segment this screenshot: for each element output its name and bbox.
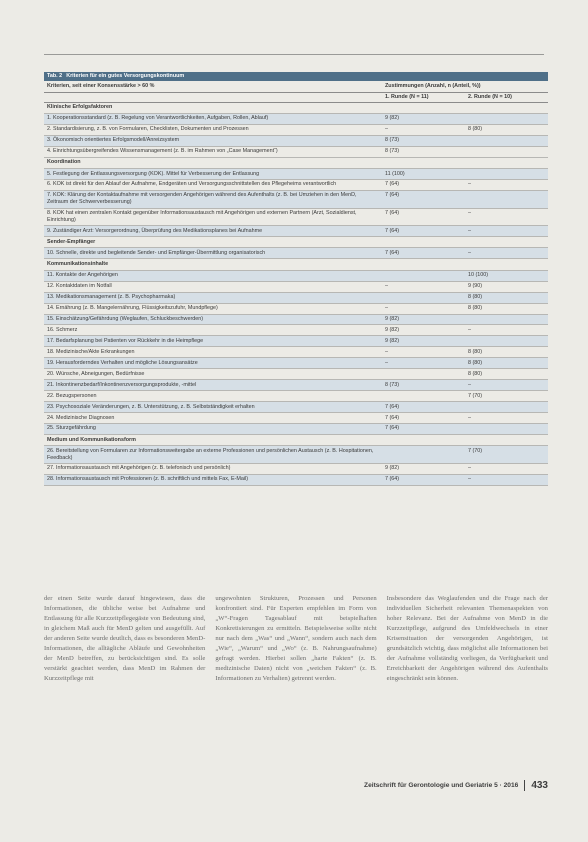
round2-cell: 9 (90) xyxy=(468,283,483,290)
criterion-cell: 24. Medizinische Diagnosen xyxy=(47,414,115,421)
table-row xyxy=(44,282,548,293)
criterion-cell: 5. Festlegung der Entlassungsversorgung (KOK). Mittel für Verbesserung der Entlassung xyxy=(47,170,260,177)
round2-cell: – xyxy=(468,414,471,421)
round2-cell: – xyxy=(468,381,471,388)
round1-cell xyxy=(382,369,465,379)
round2-cell: 8 (80) xyxy=(468,348,483,355)
criterion-cell: 12. Kontaktdaten im Notfall xyxy=(47,283,112,290)
round-header xyxy=(44,93,548,103)
journal-name: Zeitschrift für Gerontologie und Geriatrie 5 · 2016 xyxy=(364,782,519,789)
table-row xyxy=(44,464,548,475)
table-row xyxy=(44,347,548,358)
table-row xyxy=(44,147,548,158)
round2-cell xyxy=(465,424,548,434)
round2-cell: 8 (80) xyxy=(468,294,483,301)
section-heading: Medium und Kommunikationsform xyxy=(44,435,548,446)
round1-cell xyxy=(382,293,465,303)
header-rule xyxy=(44,54,544,55)
round1-cell: 7 (64) xyxy=(385,250,400,257)
round1-cell xyxy=(382,391,465,401)
criterion-cell: 3. Ökonomisch orientiertes Erfolgsmodell/Anreizsystem xyxy=(47,137,180,144)
criterion-cell: 9. Zuständiger Arzt: Versorgerordnung, Überprüfung des Medikationsplanes bei Aufnahme xyxy=(47,227,263,234)
round2-cell xyxy=(465,147,548,157)
table-row xyxy=(44,325,548,336)
round2-cell xyxy=(465,136,548,146)
table-row xyxy=(44,475,548,486)
round1-cell: – xyxy=(385,348,388,355)
round2-cell: – xyxy=(468,327,471,334)
page-number: 433 xyxy=(531,780,548,791)
table-row xyxy=(44,180,548,191)
round1-cell: 9 (82) xyxy=(385,327,400,334)
section-heading: Koordination xyxy=(44,158,548,169)
criteria-header: Kriterien, seit einer Konsensstärke > 60 % xyxy=(47,83,155,89)
criterion-cell: 18. Medizinische/Akte Erkrankungen xyxy=(47,348,135,355)
table-header xyxy=(44,81,548,93)
round2-cell: 8 (80) xyxy=(468,305,483,312)
criterion-cell: 27. Informationsaustausch mit Angehörigen (z. B. telefonisch und persönlich) xyxy=(47,465,231,472)
table-row xyxy=(44,114,548,125)
round1-cell xyxy=(382,271,465,281)
table-row xyxy=(44,293,548,304)
section-heading: Klinische Erfolgsfaktoren xyxy=(44,103,548,114)
criterion-cell: 4. Einrichtungsübergreifendes Wissensmanagement (z. B. im Rahmen von „Case Management“) xyxy=(47,148,278,155)
table-row xyxy=(44,402,548,413)
round1-cell: – xyxy=(385,359,388,366)
round1-cell: 11 (100) xyxy=(385,170,405,177)
criterion-cell: 22. Bezugspersonen xyxy=(47,392,97,399)
round1-cell: 9 (82) xyxy=(385,115,400,122)
table-row xyxy=(44,315,548,326)
round2-cell: – xyxy=(468,181,471,188)
body-text xyxy=(44,594,548,684)
round1-cell xyxy=(382,446,465,463)
criteria-table xyxy=(44,72,548,486)
round2-cell xyxy=(465,315,548,325)
round2-cell: – xyxy=(468,465,471,472)
round1-cell: 7 (64) xyxy=(385,476,400,483)
round1-cell: 8 (73) xyxy=(385,148,400,155)
table-row xyxy=(44,136,548,147)
section-heading: Kommunikationsinhalte xyxy=(44,259,548,270)
round2-cell xyxy=(465,402,548,412)
round2-header: 2. Runde (N = 10) xyxy=(468,93,512,100)
table-row xyxy=(44,424,548,435)
table-row xyxy=(44,358,548,369)
table-row xyxy=(44,209,548,227)
table-row xyxy=(44,369,548,380)
round2-cell: 8 (80) xyxy=(468,370,483,377)
criterion-cell: 21. Inkontinenzbedarf/Inkontinenzversorgungsprodukte, -mittel xyxy=(47,381,197,388)
round1-cell: 8 (73) xyxy=(385,381,400,388)
agreement-header: Zustimmungen (Anzahl, n (Anteil, %)) xyxy=(385,83,481,89)
round1-cell: 7 (64) xyxy=(385,403,400,410)
round2-cell xyxy=(465,114,548,124)
criterion-cell: 11. Kontakte der Angehörigen xyxy=(47,272,118,279)
body-column-2: ungewohnten Strukturen, Prozessen und Personen konfrontiert sind. Für Experten empfehlen im Form von „W“-Fragen Tagesablauf mit beispielhaften Konkretisierungen zu ermitteln. Beispielsweise sollte nicht nur nach dem „Was“ und „Wann“, sondern auch nach dem „Wie“, „Warum“ und „Wo“ (z. B. Nahrungsaufnahme) gefragt werden. Hierbei sollen „harte Fakten“ (z. B. medizinische Daten) nicht von „weichen Fakten“ (z. B. Informationen zu Verhalten) getrennt werden. xyxy=(215,595,377,683)
table-row xyxy=(44,413,548,424)
round1-cell: 7 (64) xyxy=(385,192,400,199)
criterion-cell: 2. Standardisierung, z. B. von Formularen, Checklisten, Dokumenten und Prozessen xyxy=(47,126,249,133)
criterion-cell: 14. Ernährung (z. B. Mangelernährung, Flüssigkeitszufuhr, Mundpflege) xyxy=(47,305,218,312)
round2-cell: – xyxy=(468,250,471,257)
table-row xyxy=(44,271,548,282)
round1-cell: 7 (64) xyxy=(385,181,400,188)
table-row xyxy=(44,226,548,237)
body-column-3: Insbesondere das Weglaufenden und die Frage nach der individuellen Sicherheit relevanten Themenaspekten von hoher Relevanz. Bei der Aufnahme von MenD in die Kurzzeitpflege, aufgrund des Umfeldwechsels in einer Krisensituation der versorgenden Angehörigen, ist grundsätzlich wichtig, dass möglichst alle Informationen bei der Aufnahme vollständig vorliegen, da Verfügbarkeit und Erreichbarkeit der Angehörigen während des Aufenthalts eingeschränkt sein können. xyxy=(386,595,548,683)
round1-cell: 7 (64) xyxy=(385,210,400,217)
criterion-cell: 1. Kooperationsstandard (z. B. Regelung von Verantwortlichkeiten, Aufgaben, Rollen, Ablauf) xyxy=(47,115,269,122)
round1-cell: 7 (64) xyxy=(385,414,400,421)
round1-cell: – xyxy=(385,305,388,312)
table-title: Kriterien für ein gutes Versorgungskontinuum xyxy=(66,73,185,80)
round2-cell: – xyxy=(468,210,471,217)
round1-cell: 9 (82) xyxy=(385,316,400,323)
table-title-bar xyxy=(44,72,548,81)
round2-cell: 7 (70) xyxy=(468,447,483,454)
table-row xyxy=(44,336,548,347)
criterion-cell: 20. Wünsche, Abneigungen, Bedürfnisse xyxy=(47,370,145,377)
round2-cell xyxy=(465,336,548,346)
criterion-cell: 10. Schnelle, direkte und begleitende Sender- und Empfänger-Übermittlung organisatorisch xyxy=(47,250,266,257)
criterion-cell: 16. Schmerz xyxy=(47,327,78,334)
table-row xyxy=(44,169,548,180)
round1-cell: – xyxy=(385,283,388,290)
round2-cell xyxy=(465,191,548,208)
criterion-cell: 23. Psychosoziale Veränderungen, z. B. Unterstützung, z. B. Selbstständigkeit erhalten xyxy=(47,403,255,410)
table-row xyxy=(44,391,548,402)
table-row xyxy=(44,380,548,391)
round2-cell: – xyxy=(468,227,471,234)
table-row xyxy=(44,248,548,259)
round2-cell: 8 (80) xyxy=(468,359,483,366)
round1-header: 1. Runde (N = 11) xyxy=(385,93,429,100)
table-number: Tab. 2 xyxy=(47,73,63,80)
criterion-cell: 8. KOK hat einen zentralen Kontakt gegenüber Informationsaustausch mit Angehörigen und externen Partnern (Arzt, Sozialdienst, Einrichtung) xyxy=(47,210,357,223)
criterion-cell: 17. Bedarfsplanung bei Patienten vor Rückkehr in die Heimpflege xyxy=(47,337,204,344)
table-row xyxy=(44,446,548,464)
criterion-cell: 25. Sturzgefährdung xyxy=(47,425,96,432)
section-heading: Sender-Empfänger xyxy=(44,237,548,248)
criterion-cell: 6. KOK ist direkt für den Ablauf der Aufnahme, Endgeräten und Versorgungsschnittstellen des Pflegeheims verantwortlich xyxy=(47,181,337,188)
table-row xyxy=(44,191,548,209)
criterion-cell: 19. Herausforderndes Verhalten und mögliche Lösungsansätze xyxy=(47,359,198,366)
round1-cell: 8 (73) xyxy=(385,137,400,144)
round1-cell: – xyxy=(385,126,388,133)
round1-cell: 9 (82) xyxy=(385,465,400,472)
criterion-cell: 15. Einschätzung/Gefährdung (Weglaufen, Schluckbeschwerden) xyxy=(47,316,204,323)
round1-cell: 9 (82) xyxy=(385,337,400,344)
criterion-cell: 28. Informationsaustausch mit Professionen (z. B. schriftlich und mittels Fax, E-Mail) xyxy=(47,476,249,483)
table-body xyxy=(44,103,548,486)
footer-divider xyxy=(524,780,525,791)
round2-cell: 8 (80) xyxy=(468,126,483,133)
page-footer xyxy=(364,780,548,791)
body-column-1: der einen Seite wurde darauf hingewiesen, dass die Informationen, die übliche weise bei Aufnahme und Entlassung für alle Kurzzeitpflegegäste von Bedeutung sind, in gleichem Maß auch für MenD gelten und ausgefüllt. Auf der anderen Seite wurde deutlich, dass es besonderen MenD-Informationen, die alltägliche Abläufe und Gewohnheiten der MenD betreffen, zu berücksichtigen sind. Es solle verstärkt geachtet werden, dass MenD im Rahmen der Kurzzeitpflege mit xyxy=(44,595,206,683)
round2-cell xyxy=(465,169,548,179)
round2-cell: – xyxy=(468,476,471,483)
round1-cell: 7 (64) xyxy=(385,425,400,432)
criterion-cell: 26. Bereitstellung von Formularen zur Informationsweitergabe an externe Professionen und persönlichen Austausch (z. B. Hospitationen, Feedback) xyxy=(47,447,374,461)
round2-cell: 10 (100) xyxy=(468,272,489,279)
criterion-cell: 13. Medikationsmanagement (z. B. Psychopharmaka) xyxy=(47,294,176,301)
table-row xyxy=(44,304,548,315)
round1-cell: 7 (64) xyxy=(385,227,400,234)
criterion-cell: 7. KOK: Klärung der Kontaktaufnahme mit versorgenden Angehörigen während des Aufenthalts (z. B. bei Umziehen in den MenD, Zeitraum der Schwerverbesserung) xyxy=(47,192,357,206)
round2-cell: 7 (70) xyxy=(468,392,483,399)
table-row xyxy=(44,125,548,136)
